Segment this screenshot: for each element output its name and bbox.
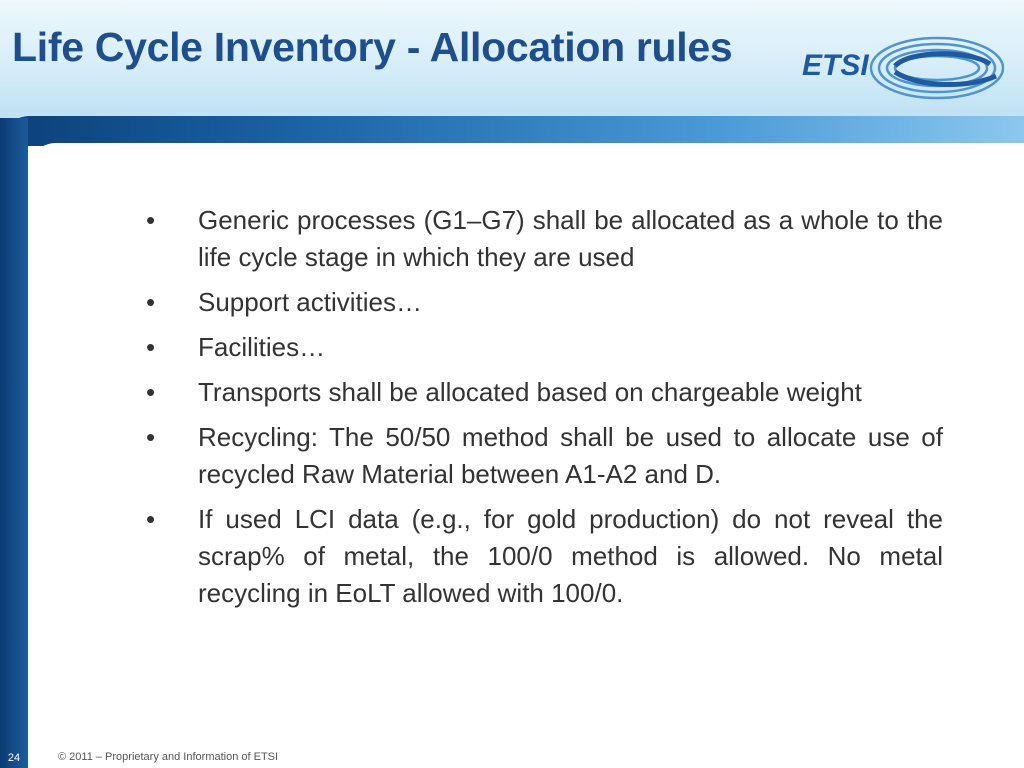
bullet-dot-icon: •: [146, 205, 156, 235]
bullet-text: Facilities…: [198, 332, 326, 362]
bullet-text: If used LCI data (e.g., for gold production) do not reveal the scrap% of metal, the 100/0 method is allowed. No metal recycling in EoLT allowed with 100/0.: [198, 504, 943, 608]
bullet-text: Recycling: The 50/50 method shall be used to allocate use of recycled Raw Material between A1-A2 and D.: [198, 422, 943, 489]
bullet-text: Generic processes (G1–G7) shall be allocated as a whole to the life cycle stage in which they are used: [198, 205, 943, 272]
bullet-text: Transports shall be allocated based on chargeable weight: [198, 377, 862, 407]
bullet-item-transports: [146, 374, 943, 411]
bullet-item-facilities: [146, 329, 943, 366]
bullet-dot-icon: •: [146, 422, 156, 452]
header-band: [0, 116, 1024, 146]
etsi-logo-swoosh: [871, 38, 1003, 98]
slide-title: Life Cycle Inventory - Allocation rules: [12, 24, 733, 70]
bullet-dot-icon: •: [146, 287, 156, 317]
bullet-dot-icon: •: [146, 504, 156, 534]
bullet-item-generic-processes: [146, 202, 943, 276]
slide-page-number: 24: [7, 752, 21, 764]
etsi-logo: [800, 32, 1015, 104]
footer-copyright: © 2011 – Proprietary and Information of ETSI: [58, 751, 279, 763]
bullet-list: [146, 202, 943, 620]
bullet-text: Support activities…: [198, 287, 422, 317]
etsi-logo-text: ETSI: [802, 49, 869, 82]
bullet-item-recycling: [146, 419, 943, 493]
left-side-bar: [0, 118, 28, 768]
bullet-dot-icon: •: [146, 332, 156, 362]
bullet-item-lci-data: [146, 501, 943, 612]
bullet-dot-icon: •: [146, 377, 156, 407]
bullet-item-support-activities: [146, 284, 943, 321]
